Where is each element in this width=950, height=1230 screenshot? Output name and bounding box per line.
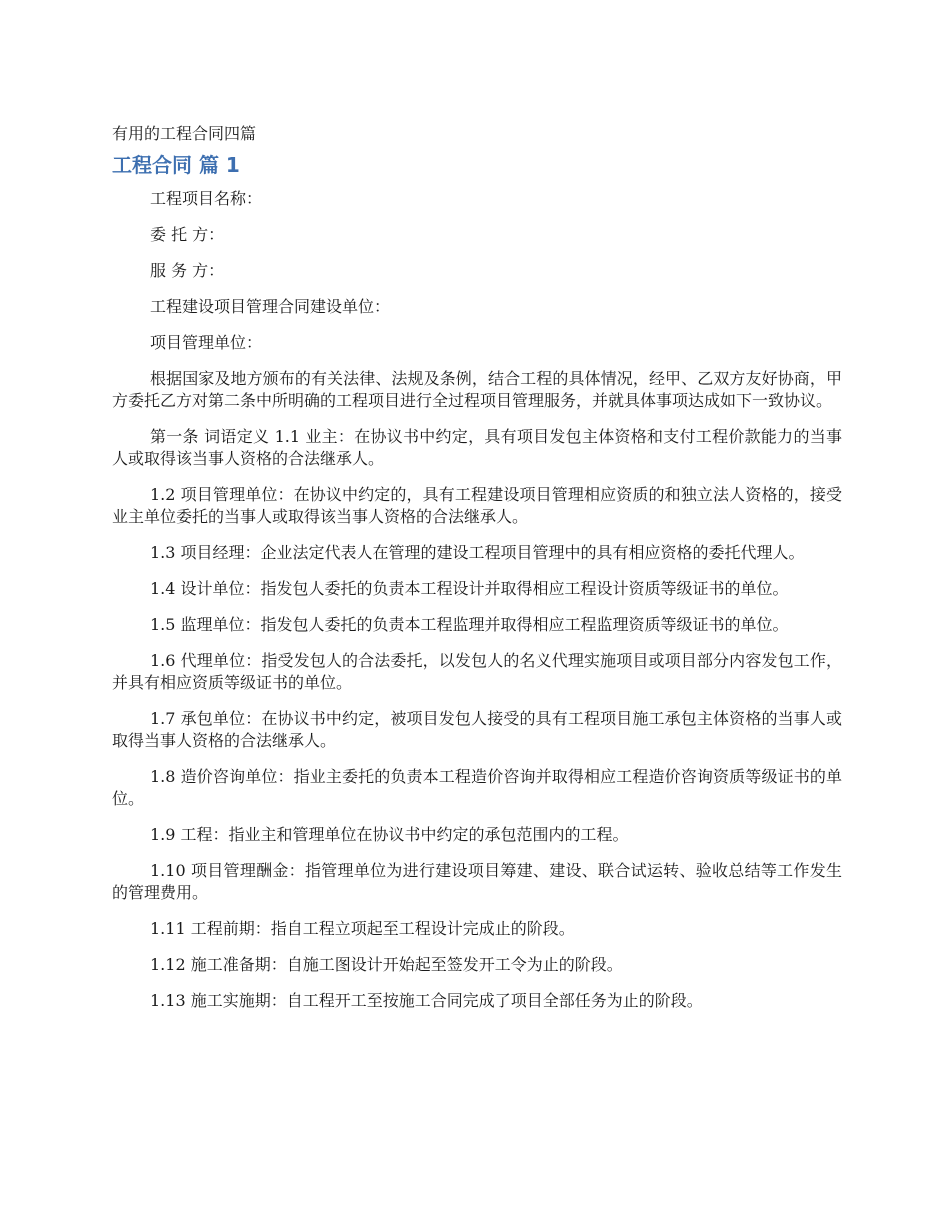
paragraph-preamble: 根据国家及地方颁布的有关法律、法规及条例，结合工程的具体情况，经甲、乙双方友好协商，甲方委托乙方对第二条中所明确的工程项目进行全过程项目管理服务，并就具体事项达成如下一致协议。 [112,369,842,410]
paragraph-clause-1-1: 第一条 词语定义 1.1 业主：在协议书中约定，具有项目发包主体资格和支付工程价款能力的当事人或取得该当事人资格的合法继承人。 [112,427,842,468]
document-title: 有用的工程合同四篇 [112,124,257,143]
paragraph-clause-1-10: 1.10 项目管理酬金：指管理单位为进行建设项目筹建、建设、联合试运转、验收总结等工作发生的管理费用。 [112,861,842,902]
paragraph-service-provider: 服 务 方： [150,261,225,280]
paragraph-clause-1-8: 1.8 造价咨询单位：指业主委托的负责本工程造价咨询并取得相应工程造价咨询资质等级证书的单位。 [112,767,842,808]
paragraph-clause-1-5: 1.5 监理单位：指发包人委托的负责本工程监理并取得相应工程监理资质等级证书的单位。 [150,615,789,634]
paragraph-clause-1-2: 1.2 项目管理单位：在协议中约定的，具有工程建设项目管理相应资质的和独立法人资格的，接受业主单位委托的当事人或取得该当事人资格的合法继承人。 [112,485,842,526]
paragraph-clause-1-4: 1.4 设计单位：指发包人委托的负责本工程设计并取得相应工程设计资质等级证书的单位。 [150,579,789,598]
paragraph-clause-1-9: 1.9 工程：指业主和管理单位在协议书中约定的承包范围内的工程。 [150,825,629,844]
paragraph-clause-1-6: 1.6 代理单位：指受发包人的合法委托，以发包人的名义代理实施项目或项目部分内容发包工作，并具有相应资质等级证书的单位。 [112,651,842,692]
paragraph-clause-1-11: 1.11 工程前期：指自工程立项起至工程设计完成止的阶段。 [150,919,575,938]
document-content [112,122,842,1026]
paragraph-clause-1-13: 1.13 施工实施期：自工程开工至按施工合同完成了项目全部任务为止的阶段。 [150,991,703,1010]
paragraph-management-unit: 项目管理单位： [150,333,263,352]
section-heading: 工程合同 篇 1 [112,153,240,177]
paragraph-clause-1-3: 1.3 项目经理：企业法定代表人在管理的建设工程项目管理中的具有相应资格的委托代理人。 [150,543,805,562]
paragraph-construction-unit: 工程建设项目管理合同建设单位： [150,297,391,316]
paragraph-list [112,188,842,1012]
paragraph-project-name: 工程项目名称： [150,189,263,208]
paragraph-clause-1-7: 1.7 承包单位：在协议书中约定，被项目发包人接受的具有工程项目施工承包主体资格的当事人或取得当事人资格的合法继承人。 [112,709,842,750]
paragraph-clause-1-12: 1.12 施工准备期：自施工图设计开始起至签发开工令为止的阶段。 [150,955,623,974]
paragraph-client: 委 托 方： [150,225,225,244]
